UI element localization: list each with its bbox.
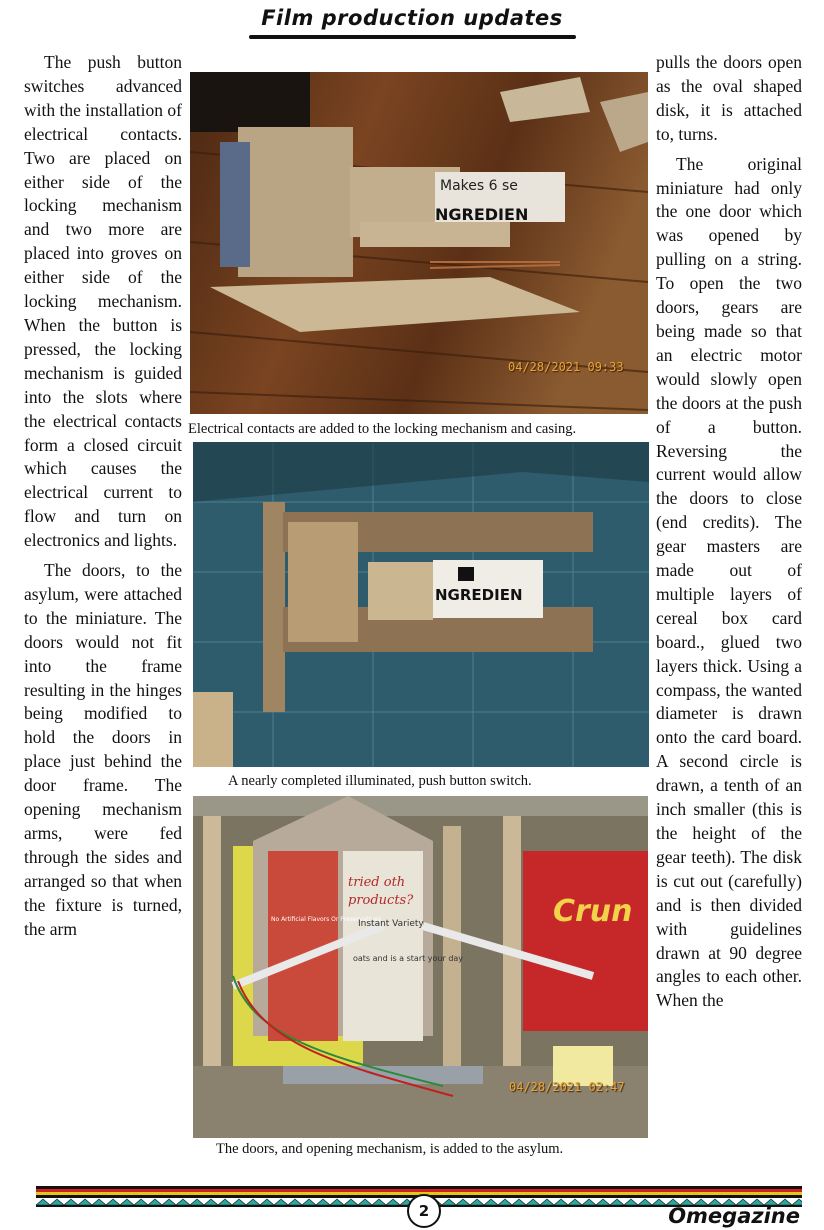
photo-caption: Electrical contacts are added to the locking mechanism and casing. [188, 421, 577, 437]
title-underline [249, 35, 576, 39]
footer-triangle [512, 1199, 526, 1205]
photo-push-button-switch [193, 442, 649, 767]
footer-triangle [372, 1199, 386, 1205]
footer-triangle [162, 1199, 176, 1205]
left-column [24, 51, 182, 942]
photo-print-makes: Makes 6 se [440, 178, 518, 194]
footer-triangle [106, 1199, 120, 1205]
right-column [656, 51, 802, 1013]
footer-triangle [190, 1199, 204, 1205]
box-text-products: products? [348, 893, 414, 908]
photo-locking-mechanism [190, 72, 648, 414]
footer-triangle [302, 1199, 316, 1205]
right-paragraph-2: The original miniature had only the one door which was opened by pulling on a string. To open the two doors, gears are being made so that an electric motor would slowly open the doors at the push of a button. Reversing the current would allow the doors to close (end credits). The gear masters are made out of multiple layers of cereal box card board., glued two layers thick. Using a compass, the wanted diameter is drawn onto the card board. A second circle is drawn, a tenth of an inch smaller (this is the height of the gear teeth). The disk is cut out (carefully) and is then divided with guidelines drawn at 90 degree angles to each other. When the [656, 153, 802, 1011]
photo-timestamp: 04/28/2021 09:33 [508, 360, 624, 374]
footer-triangle [582, 1199, 596, 1205]
magazine-brand: Omegazine [668, 1204, 800, 1228]
box-text-flavors: No Artificial Flavors Or Preservatives [271, 916, 381, 923]
page-title: Film production updates [261, 6, 563, 30]
box-text-oats: oats and is a start your day [353, 954, 464, 963]
footer-triangle [498, 1199, 512, 1205]
footer-triangle [526, 1199, 540, 1205]
footer-triangle [148, 1199, 162, 1205]
footer-triangle [50, 1199, 64, 1205]
footer-triangle [64, 1199, 78, 1205]
footer-triangle [456, 1199, 470, 1205]
footer-triangle [470, 1199, 484, 1205]
photo-caption: A nearly completed illuminated, push button switch. [228, 773, 532, 789]
footer-triangle [246, 1199, 260, 1205]
footer-triangle [92, 1199, 106, 1205]
box-text-crunch: Crun [553, 894, 633, 929]
footer-triangle [652, 1199, 666, 1205]
footer-triangle [554, 1199, 568, 1205]
photo-timestamp: 04/28/2021 02:47 [509, 1080, 625, 1094]
footer-triangle [218, 1199, 232, 1205]
footer-triangle [232, 1199, 246, 1205]
footer-triangle [568, 1199, 582, 1205]
photo-print-ingredients: NGREDIEN [435, 586, 523, 604]
footer-triangle [204, 1199, 218, 1205]
footer-triangle [120, 1199, 134, 1205]
footer-triangle [610, 1199, 624, 1205]
photo-print-ingredients: NGREDIEN [435, 205, 529, 224]
footer-triangle [484, 1199, 498, 1205]
footer-triangle [344, 1199, 358, 1205]
footer-triangle [330, 1199, 344, 1205]
photo-asylum-doors [193, 796, 648, 1138]
left-paragraph-2: The doors, to the asylum, were attached to the miniature. The doors would not fit into the frame resulting in the hinges being modified to hold the doors in place just behind the door frame. The opening mechanism arms, were fed through the sides and arranged so that when the fixture is turned, the arm [24, 560, 182, 939]
footer-triangle [358, 1199, 372, 1205]
footer-triangle [288, 1199, 302, 1205]
page-number: 2 [407, 1194, 441, 1228]
box-text-instant: Instant Variety [358, 919, 424, 929]
footer-triangle [176, 1199, 190, 1205]
photo-caption: The doors, and opening mechanism, is added to the asylum. [216, 1141, 564, 1157]
box-text-tried: tried oth [348, 875, 406, 890]
footer-triangle [540, 1199, 554, 1205]
footer-triangle [638, 1199, 652, 1205]
left-paragraph-1: The push button switches advanced with the installation of electrical contacts. Two are placed on either side of the locking mechanism and two more are placed into groves on either side of the locking mechanism. When the button is pressed, the locking mechanism is guided into the slots where the electrical contacts form a closed circuit which causes the electrical current to flow and turn on electronics and lights. [24, 52, 182, 551]
footer-triangle [624, 1199, 638, 1205]
footer-triangle [316, 1199, 330, 1205]
right-paragraph-1: pulls the doors open as the oval shaped disk, it is attached to, turns. [656, 52, 802, 144]
footer-triangle [596, 1199, 610, 1205]
footer-triangle [442, 1199, 456, 1205]
footer-triangle [36, 1199, 50, 1205]
footer-triangle [386, 1199, 400, 1205]
footer-triangle [134, 1199, 148, 1205]
footer-triangle [78, 1199, 92, 1205]
footer-triangle [260, 1199, 274, 1205]
footer-triangle [274, 1199, 288, 1205]
